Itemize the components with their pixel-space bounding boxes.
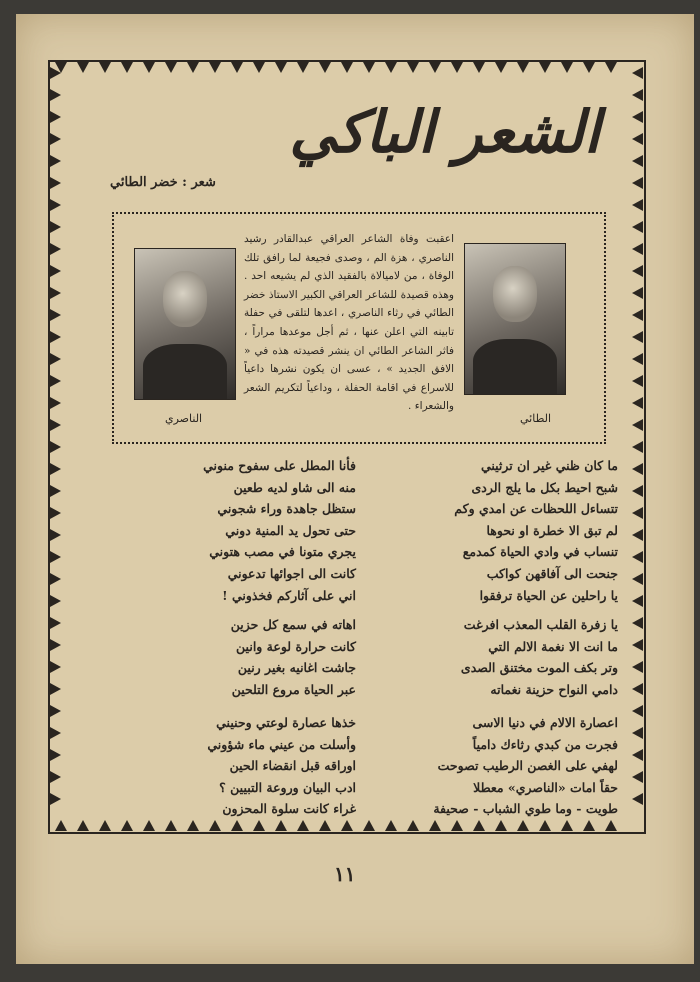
border-tooth (539, 820, 551, 831)
border-tooth (539, 62, 551, 73)
border-tooth (143, 62, 155, 73)
verse-line: كانت الى اجوائها تدعوني (227, 565, 356, 581)
border-tooth (407, 62, 419, 73)
border-tooth (632, 507, 643, 519)
verse-line: لهفي على الغصن الرطيب تصوحت (437, 758, 618, 774)
verse-line: تتساءل اللحظات عن امدي وكم (454, 501, 618, 517)
verse-line: خذها عصارة لوعتي وحنيني (216, 715, 356, 730)
border-tooth (209, 62, 221, 73)
border-tooth (165, 62, 177, 73)
border-tooth (583, 820, 595, 831)
border-tooth (632, 89, 643, 101)
border-tooth (50, 67, 61, 79)
border-tooth (121, 820, 133, 831)
border-tooth (632, 529, 643, 541)
stanza-left-2 (120, 614, 356, 700)
verse-line: دامي النواح حزينة نغماته (490, 681, 618, 697)
border-tooth (50, 243, 61, 255)
border-tooth (319, 62, 331, 73)
border-tooth (50, 485, 61, 497)
border-tooth (187, 62, 199, 73)
verse-line: ادب البيان وروعة التبيين ؟ (219, 779, 356, 795)
stanza-left-3 (120, 712, 356, 820)
stanza-right-1 (378, 455, 618, 606)
border-tooth (632, 793, 643, 805)
border-tooth (407, 820, 419, 831)
verse-line: اني على آثاركم فخذوني ! (222, 587, 356, 603)
border-tooth (632, 617, 643, 629)
border-tooth (363, 62, 375, 73)
verse-line: فجرت من كبدي رثاءك دامياً (472, 736, 618, 752)
verse-line: ستظل جاهدة وراء شجوني (217, 501, 356, 517)
border-tooth (50, 177, 61, 189)
stanza-right-3 (378, 712, 618, 820)
border-tooth (632, 309, 643, 321)
border-tooth (632, 705, 643, 717)
border-tooth (429, 62, 441, 73)
border-tooth (231, 820, 243, 831)
border-tooth (50, 793, 61, 805)
border-tooth (632, 661, 643, 673)
border-tooth (473, 62, 485, 73)
border-tooth (50, 749, 61, 761)
caption-taei: الطائي (520, 412, 552, 425)
verse-line: عبر الحياة مروع التلحين (231, 681, 356, 697)
border-tooth (341, 62, 353, 73)
border-tooth (632, 639, 643, 651)
border-tooth (632, 199, 643, 211)
border-tooth (341, 820, 353, 831)
border-tooth (50, 617, 61, 629)
border-tooth (50, 353, 61, 365)
border-tooth (50, 551, 61, 563)
border-tooth (253, 820, 265, 831)
border-tooth (297, 820, 309, 831)
portrait-face (163, 271, 207, 327)
stanza-right-2 (378, 614, 618, 700)
verse-line: شبح احيط بكل ما يلج الردى (471, 479, 618, 495)
verse-line: اعصارة الالام في دنيا الاسى (472, 715, 618, 730)
verse-line: لم تبق الا خطرة او نحوها (486, 522, 618, 538)
verse-line: ما انت الا نغمة الالم التي (488, 638, 618, 654)
verse-line: اهاته في سمع كل حزين (230, 617, 356, 632)
portrait-suit (143, 344, 227, 399)
border-tooth (632, 133, 643, 145)
border-tooth (50, 133, 61, 145)
border-tooth (50, 771, 61, 783)
border-tooth (561, 820, 573, 831)
verse-line: طويت - وما طوي الشباب - صحيفة (433, 801, 618, 817)
border-tooth (319, 820, 331, 831)
border-tooth (385, 62, 397, 73)
border-tooth (561, 62, 573, 73)
portrait-photo-nasiri (134, 248, 236, 400)
border-tooth (451, 62, 463, 73)
verse-line: فأنا المطل على سفوح منوني (203, 458, 356, 473)
border-tooth (632, 485, 643, 497)
border-tooth (253, 62, 265, 73)
border-tooth (385, 820, 397, 831)
frame-left-border (50, 62, 62, 832)
border-tooth (632, 771, 643, 783)
border-tooth (632, 727, 643, 739)
border-tooth (143, 820, 155, 831)
border-tooth (50, 661, 61, 673)
border-tooth (632, 749, 643, 761)
border-tooth (50, 199, 61, 211)
border-tooth (632, 397, 643, 409)
border-tooth (50, 111, 61, 123)
border-tooth (50, 529, 61, 541)
stanza-left-1 (120, 455, 356, 606)
border-tooth (50, 595, 61, 607)
caption-nasiri: الناصري (165, 412, 203, 425)
page-title: الشعر الباكي (289, 98, 600, 166)
border-tooth (50, 463, 61, 475)
border-tooth (632, 353, 643, 365)
portrait-face (493, 266, 537, 322)
verse-line: يجري متونا في مصب هتوني (209, 544, 356, 560)
verse-line: حتى تحول يد المنية دوني (225, 522, 356, 538)
border-tooth (363, 820, 375, 831)
verse-line: كانت حرارة لوعة وانين (236, 638, 356, 654)
portrait-photo-taei (464, 243, 566, 395)
border-tooth (632, 683, 643, 695)
border-tooth (50, 309, 61, 321)
border-tooth (632, 67, 643, 79)
border-tooth (517, 820, 529, 831)
border-tooth (50, 397, 61, 409)
border-tooth (495, 820, 507, 831)
border-tooth (632, 595, 643, 607)
border-tooth (632, 111, 643, 123)
border-tooth (495, 62, 507, 73)
border-tooth (297, 62, 309, 73)
border-tooth (632, 287, 643, 299)
poet-credit: شعر : خضر الطائي (110, 175, 216, 190)
frame-right-border (632, 62, 644, 832)
border-tooth (187, 820, 199, 831)
border-tooth (50, 221, 61, 233)
border-tooth (50, 683, 61, 695)
border-tooth (632, 441, 643, 453)
verse-line: منه الى شاو لديه طعين (233, 479, 356, 495)
border-tooth (605, 820, 617, 831)
border-tooth (50, 727, 61, 739)
frame-bottom-border (50, 820, 644, 832)
border-tooth (275, 820, 287, 831)
border-tooth (632, 265, 643, 277)
verse-line: غراء كانت سلوة المحزون (222, 801, 356, 817)
verse-line: جاشت اغانيه بغير رنين (237, 660, 356, 676)
border-tooth (632, 221, 643, 233)
border-tooth (77, 820, 89, 831)
border-tooth (231, 62, 243, 73)
border-tooth (50, 419, 61, 431)
border-tooth (50, 155, 61, 167)
border-tooth (632, 155, 643, 167)
border-tooth (50, 507, 61, 519)
border-tooth (275, 62, 287, 73)
verse-line: اوراقه قبل انقضاء الحين (229, 758, 356, 774)
border-tooth (50, 331, 61, 343)
page-number: ١١ (334, 862, 356, 886)
verse-line: ما كان ظني غير ان ترثيني (480, 458, 618, 473)
verse-line: حقاً امات «الناصري» معطلا (473, 779, 618, 795)
border-tooth (165, 820, 177, 831)
border-tooth (50, 89, 61, 101)
border-tooth (50, 441, 61, 453)
border-tooth (209, 820, 221, 831)
border-tooth (632, 331, 643, 343)
border-tooth (451, 820, 463, 831)
border-tooth (632, 463, 643, 475)
verse-line: جنحت الى آفاقهن كواكب (486, 565, 618, 581)
border-tooth (605, 62, 617, 73)
border-tooth (121, 62, 133, 73)
border-tooth (77, 62, 89, 73)
border-tooth (99, 62, 111, 73)
border-tooth (583, 62, 595, 73)
border-tooth (50, 375, 61, 387)
border-tooth (99, 820, 111, 831)
verse-line: وأسلت من عيني ماء شؤوني (207, 736, 356, 752)
verse-line: وتر بكف الموت مختنق الصدى (460, 660, 618, 676)
border-tooth (632, 243, 643, 255)
border-tooth (632, 573, 643, 585)
border-tooth (50, 639, 61, 651)
border-tooth (632, 551, 643, 563)
verse-line: تنساب في وادي الحياة كمدمع (462, 544, 618, 560)
border-tooth (517, 62, 529, 73)
border-tooth (632, 375, 643, 387)
border-tooth (632, 419, 643, 431)
verse-line: يا زفرة القلب المعذب افرغت (463, 617, 618, 632)
border-tooth (429, 820, 441, 831)
portrait-suit (473, 339, 557, 394)
intro-paragraph: اعقبت وفاة الشاعر العراقي عبدالقادر رشيد الناصري ، هزة الم ، وصدى فجيعة لما رافق تلك الوفاة ، من لاميالاة بالفقيد الذي لم يشيعه احد . وهذه قصيدة للشاعر العراقي الكبير الاستاذ خضر الطائي في رثاء الناصري ، اعدها لتلقى في حفلة تابينه التي اعلن عنها ، ثم أجل موعدها مراراً ، فاثر الشاعر الطائي ان ينشر قصيدته هذه في « الافق الجديد » ، عسى ان يكون نشرها داعياً للاسراع في اقامة الحفلة ، وداعياً لتكريم الشعر والشعراء . (244, 233, 454, 413)
border-tooth (50, 573, 61, 585)
verse-line: يا راحلين عن الحياة ترفقوا (479, 587, 618, 603)
border-tooth (473, 820, 485, 831)
border-tooth (50, 287, 61, 299)
frame-top-border (50, 62, 644, 74)
border-tooth (50, 705, 61, 717)
border-tooth (632, 177, 643, 189)
border-tooth (50, 265, 61, 277)
